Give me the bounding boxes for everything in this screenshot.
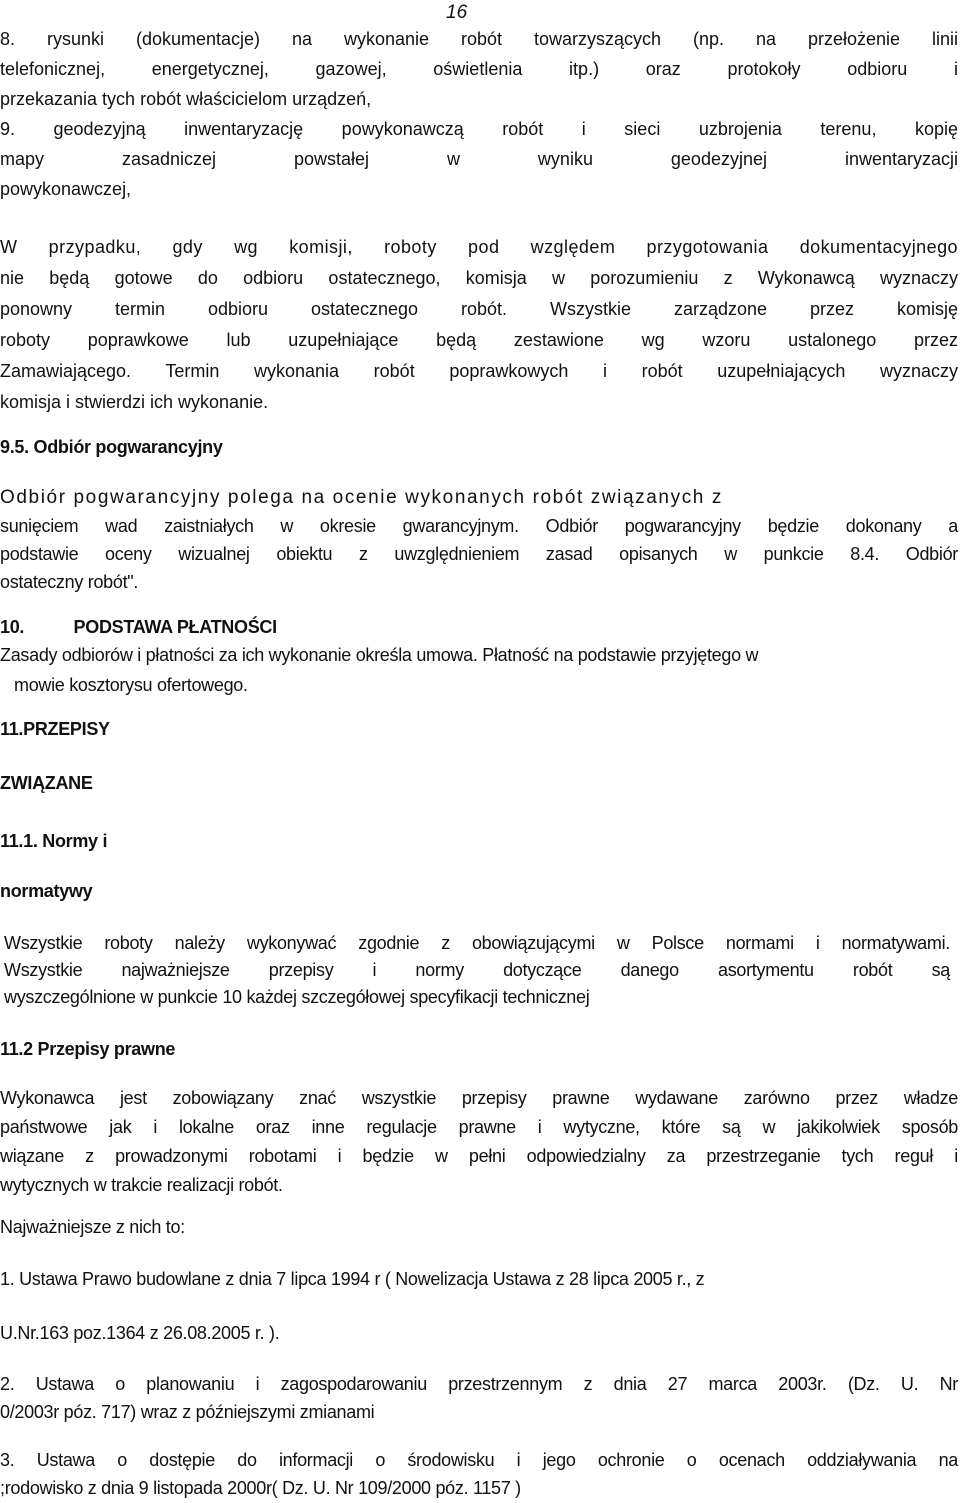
text-line: telefonicznej, energetycznej, gazowej, oświetlenia itp.) oraz protokoły odbioru i <box>0 59 958 79</box>
text-line: komisja i stwierdzi ich wykonanie. <box>0 392 269 412</box>
section-title: PODSTAWA PŁATNOŚCI <box>73 617 277 637</box>
text-line: ponowny termin odbioru ostatecznego robót. Wszystkie zarządzone przez komisję <box>0 299 958 319</box>
text-line: wiązane z prowadzonymi robotami i będzie w pełni odpowiedzialny za przestrzeganie tych reguł i <box>0 1146 958 1166</box>
text-line: ;rodowisko z dnia 9 listopada 2000r( Dz. U. Nr 109/2000 póz. 1157 ) <box>0 1478 521 1498</box>
paragraph-11-1 <box>4 930 950 1011</box>
text-line: 3. Ustawa o dostępie do informacji o środowisku i jego ochronie o ocenach oddziaływania na <box>0 1450 958 1470</box>
text-line: 0/2003r póz. 717) wraz z późniejszymi zmianami <box>0 1402 375 1422</box>
text-line: Odbiór pogwarancyjny polega na ocenie wykonanych robót związanych z <box>0 487 723 508</box>
text-line: W przypadku, gdy wg komisji, roboty pod względem przygotowania dokumentacyjnego <box>0 237 958 257</box>
text-line: państwowe jak i lokalne oraz inne regulacje prawne i wytyczne, które są w jakikolwiek sposób <box>0 1117 958 1137</box>
law-item-3 <box>0 1446 958 1502</box>
text-line: 8. rysunki (dokumentacje) na wykonanie robót towarzyszących (np. na przełożenie linii <box>0 29 958 49</box>
text-line: sunięciem wad zaistniałych w okresie gwarancyjnym. Odbiór pogwarancyjny będzie dokonany a <box>0 516 958 536</box>
text-line: 9. geodezyjną inwentaryzację powykonawczą robót i sieci uzbrojenia terenu, kopię <box>0 119 958 139</box>
paragraph-commission <box>0 232 958 418</box>
text-line: wyszczególnione w punkcie 10 każdej szczegółowej specyfikacji technicznej <box>4 987 590 1007</box>
law-item-1: 1. Ustawa Prawo budowlane z dnia 7 lipca 1994 r ( Nowelizacja Ustawa z 28 lipca 2005 r., z <box>0 1269 705 1289</box>
section-heading-10 <box>0 612 958 642</box>
text-line: mowie kosztorysu ofertowego. <box>14 675 248 695</box>
text-line: podstawie oceny wizualnej obiektu z uwzględnieniem zasad opisanych w punkcie 8.4. Odbiór <box>0 544 958 564</box>
paragraph-11-2 <box>0 1084 958 1200</box>
section-heading-11-1: 11.1. Normy i <box>0 831 108 851</box>
page-number: 16 <box>446 2 468 23</box>
section-heading-11-2: 11.2 Przepisy prawne <box>0 1039 176 1059</box>
text-line: mapy zasadniczej powstałej w wyniku geodezyjnej inwentaryzacji <box>0 149 958 169</box>
law-item-1-cont: U.Nr.163 poz.1364 z 26.08.2005 r. ). <box>0 1323 280 1343</box>
law-item-2 <box>0 1370 958 1426</box>
laws-intro: Najważniejsze z nich to: <box>0 1217 185 1237</box>
text-line: Wszystkie najważniejsze przepisy i normy dotyczące danego asortymentu robót są <box>4 960 950 980</box>
section-heading-11-cont: ZWIĄZANE <box>0 773 93 793</box>
section-heading-9-5: 9.5. Odbiór pogwarancyjny <box>0 437 223 457</box>
paragraph-10 <box>0 640 958 700</box>
section-number: 10. <box>0 617 25 637</box>
text-line: wytycznych w trakcie realizacji robót. <box>0 1175 283 1195</box>
text-line: Zamawiającego. Termin wykonania robót poprawkowych i robót uzupełniających wyznaczy <box>0 361 958 381</box>
text-line: ostateczny robót". <box>0 572 139 592</box>
paragraph-9-5 <box>0 484 958 596</box>
text-line: roboty poprawkowe lub uzupełniające będą zestawione wg wzoru ustalonego przez <box>0 330 958 350</box>
text-line: przekazania tych robót właścicielom urządzeń, <box>0 89 372 109</box>
section-heading-11: 11.PRZEPISY <box>0 719 110 739</box>
section-heading-11-1-cont: normatywy <box>0 881 93 901</box>
text-line: powykonawczej, <box>0 179 132 199</box>
list-item-9 <box>0 114 958 204</box>
text-line: Zasady odbiorów i płatności za ich wykonanie określa umowa. Płatność na podstawie przyjętego w <box>0 645 759 665</box>
list-item-8 <box>0 24 958 114</box>
text-line: Wykonawca jest zobowiązany znać wszystkie przepisy prawne wydawane zarówno przez władze <box>0 1088 958 1108</box>
text-line: nie będą gotowe do odbioru ostatecznego, komisja w porozumieniu z Wykonawcą wyznaczy <box>0 268 958 288</box>
text-line: Wszystkie roboty należy wykonywać zgodnie z obowiązującymi w Polsce normami i normatywami. <box>4 933 950 953</box>
text-line: 2. Ustawa o planowaniu i zagospodarowaniu przestrzennym z dnia 27 marca 2003r. (Dz. U. Nr <box>0 1374 958 1394</box>
